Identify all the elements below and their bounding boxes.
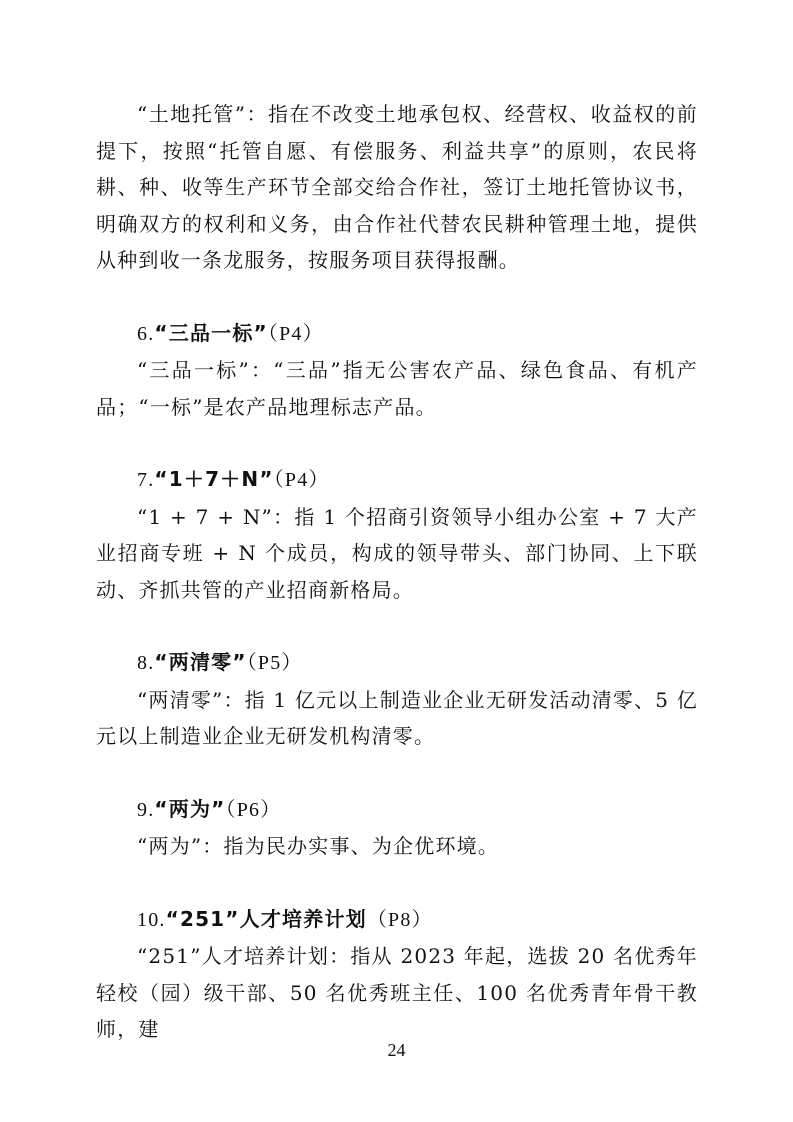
section-heading	[96, 644, 698, 682]
section-page-ref: （P6）	[225, 798, 282, 821]
section-10	[96, 901, 698, 1048]
section-body: “251”人才培养计划：指从 2023 年起，选拔 20 名优秀年轻校（园）级干部、50 名优秀班主任、100 名优秀青年骨干教师，建	[96, 944, 698, 1041]
section-heading	[96, 315, 698, 353]
document-body	[96, 96, 698, 1048]
section-heading	[96, 791, 698, 829]
section-number: 7.	[137, 469, 155, 491]
section-body: “两为”：指为民办实事、为企优环境。	[137, 834, 500, 858]
section-body: “1 + 7 + N”：指 1 个招商引资领导小组办公室 + 7 大产业招商专班 + N 个成员，构成的领导带头、部门协同、上下联动、齐抓共管的产业招商新格局。	[96, 504, 698, 602]
section-7	[96, 461, 698, 608]
section-number: 6.	[137, 322, 155, 345]
section-title: “两清零”	[154, 650, 247, 674]
section-page-ref: （P8）	[366, 908, 433, 931]
section-8	[96, 644, 698, 755]
section-body: “两清零”：指 1 亿元以上制造业企业无研发活动清零、5 亿元以上制造业企业无研发机构清零。	[96, 687, 698, 748]
section-page-ref: （P4）	[273, 469, 330, 491]
section-heading	[96, 901, 698, 939]
section-heading	[96, 461, 698, 499]
section-body: “三品一标”：“三品”指无公害农产品、绿色食品、有机产品；“一标”是农产品地理标志产品。	[96, 358, 698, 419]
section-number: 8.	[137, 652, 155, 674]
section-6	[96, 315, 698, 426]
section-9	[96, 791, 698, 865]
section-title: “三品一标”	[154, 320, 268, 345]
intro-paragraph: “土地托管”：指在不改变土地承包权、经营权、收益权的前提下，按照“托管自愿、有偿服务、利益共享”的原则，农民将耕、种、收等生产环节全部交给合作社，签订土地托管协议书，明确双方的权利和义务，由合作社代替农民耕种管理土地，提供从种到收一条龙服务，按服务项目获得报酬。	[96, 102, 698, 272]
section-title: “两为”	[154, 796, 226, 821]
section-title: “251”人才培养计划	[165, 906, 367, 931]
section-number: 9.	[137, 798, 155, 821]
section-page-ref: （P5）	[246, 652, 303, 674]
section-number: 10.	[137, 908, 166, 931]
section-title: “1＋7＋N”	[154, 467, 274, 491]
page-number: 24	[387, 1040, 406, 1060]
section-page-ref: （P4）	[267, 322, 324, 345]
